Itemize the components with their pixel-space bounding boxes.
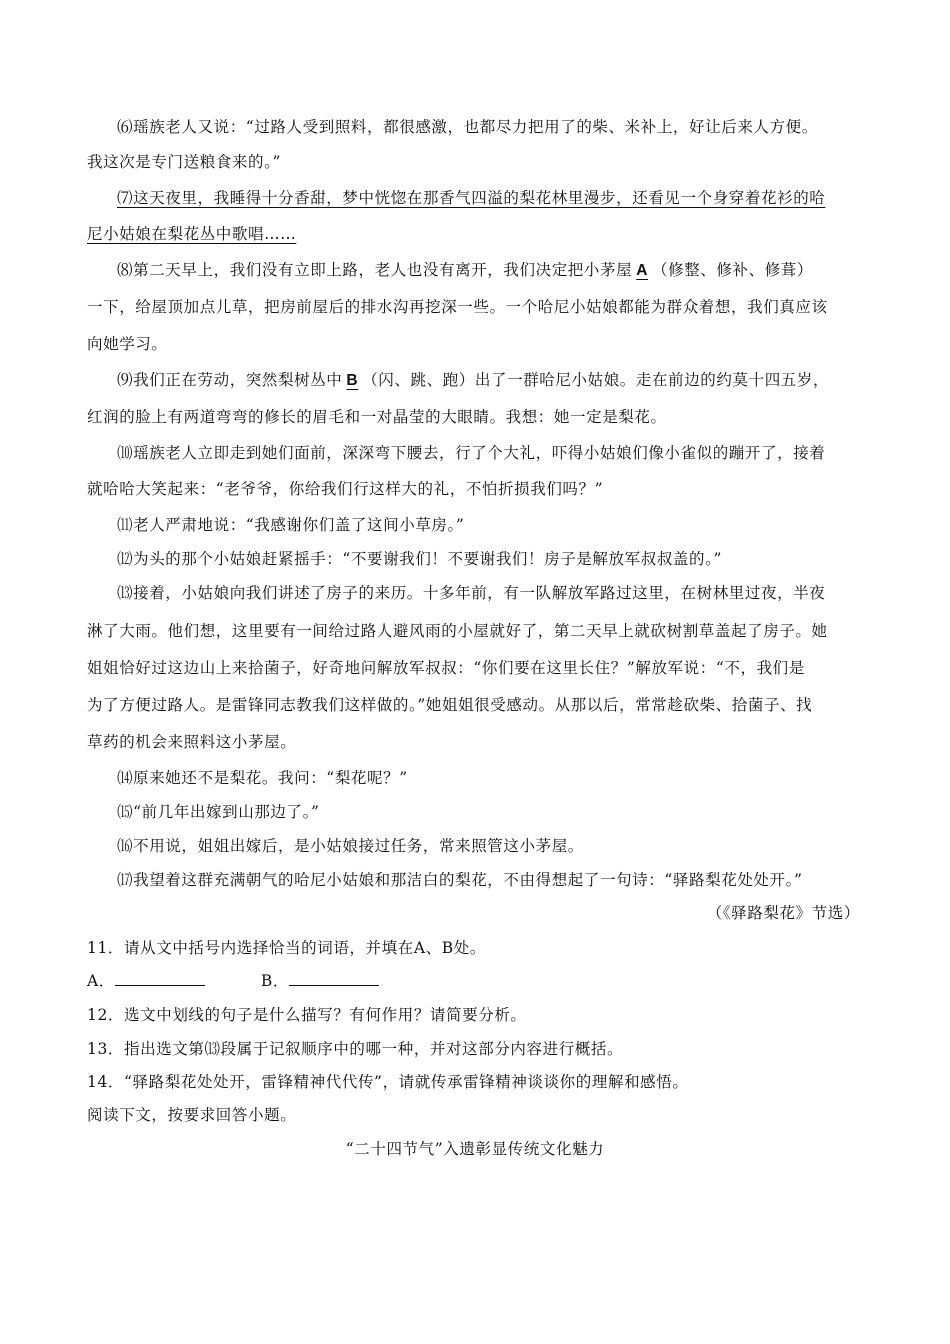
- answer-a-label: A．: [87, 972, 115, 990]
- question-11: 11．请从文中括号内选择恰当的词语，并填在A、B处。: [87, 939, 486, 957]
- reading-instruction: 阅读下文，按要求回答小题。: [87, 1106, 297, 1124]
- paragraph-7-line-2: 尼小姑娘在梨花丛中歌唱……: [87, 225, 297, 243]
- answer-b-label: B．: [260, 972, 289, 990]
- paragraph-8-line-2: 一下，给屋顶加点儿草，把房前屋后的排水沟再挖深一些。一个哈尼小姑娘都能为群众着想，我们真应该: [87, 298, 828, 316]
- paragraph-8-text-after: （修整、修补、修葺）: [652, 261, 814, 279]
- paragraph-9-text-before: ⑼我们正在劳动，突然梨树丛中: [117, 371, 343, 389]
- paragraph-13-line-2: 淋了大雨。他们想，这里要有一间给过路人避风雨的小屋就好了，第二天早上就砍树割草盖起了房子。她: [87, 622, 828, 640]
- paragraph-11: ⑾老人严肃地说：“我感谢你们盖了这间小草房。”: [117, 516, 465, 534]
- blank-a: A: [636, 262, 648, 279]
- question-13: 13．指出选文第⒀段属于记叙顺序中的哪一种，并对这部分内容进行概括。: [87, 1040, 624, 1058]
- paragraph-8-text-before: ⑻第二天早上，我们没有立即上路，老人也没有离开，我们决定把小茅屋: [117, 261, 633, 279]
- paragraph-17: ⒄我望着这群充满朝气的哈尼小姑娘和那洁白的梨花，不由得想起了一句诗：“驿路梨花处处开。”: [117, 871, 803, 889]
- paragraph-8-line-3: 向她学习。: [87, 335, 168, 353]
- blank-b: B: [346, 372, 359, 389]
- paragraph-10-line-2: 就哈哈大笑起来：“老爷爷，你给我们行这样大的礼，不怕折损我们吗？”: [87, 480, 604, 498]
- passage-source: （《驿路梨花》节选）: [706, 904, 860, 922]
- paragraph-14: ⒁原来她还不是梨花。我问：“梨花呢？”: [117, 769, 408, 787]
- paragraph-6-line-1: ⑹瑶族老人又说：“过路人受到照料，都很感激，也都尽力把用了的柴、米补上，好让后来人方便。: [117, 118, 818, 136]
- paragraph-12: ⑿为头的那个小姑娘赶紧摇手：“不要谢我们！不要谢我们！房子是解放军叔叔盖的。”: [117, 550, 723, 568]
- paragraph-9-text-after: （闪、跳、跑）出了一群哈尼小姑娘。走在前边的约莫十四五岁，: [362, 371, 830, 389]
- paragraph-6-line-2: 我这次是专门送粮食来的。”: [87, 153, 281, 171]
- paragraph-13-line-5: 草药的机会来照料这小茅屋。: [87, 733, 297, 751]
- paragraph-13-line-1: ⒀接着，小姑娘向我们讲述了房子的来历。十多年前，有一队解放军路过这里，在树林里过夜，半夜: [117, 584, 826, 602]
- paragraph-9-line-2: 红润的脸上有两道弯弯的修长的眉毛和一对晶莹的大眼睛。我想：她一定是梨花。: [87, 408, 667, 426]
- question-12: 12．选文中划线的句子是什么描写？有何作用？请简要分析。: [87, 1006, 527, 1024]
- answer-blanks-row: [87, 970, 379, 992]
- answer-a-blank[interactable]: [115, 971, 205, 986]
- paragraph-7-line-1: ⑺这天夜里，我睡得十分香甜，梦中恍惚在那香气四溢的梨花林里漫步，还看见一个身穿着花衫的哈: [117, 189, 826, 207]
- paragraph-13-line-4: 为了方便过路人。是雷锋同志教我们这样做的。”她姐姐很受感动。从那以后，常常趁砍柴、拾菌子、找: [87, 696, 813, 714]
- question-14: 14．“驿路梨花处处开，雷锋精神代代传”，请就传承雷锋精神谈谈你的理解和感悟。: [87, 1073, 689, 1091]
- paragraph-9-line-1: [117, 369, 829, 392]
- paragraph-8-line-1: [117, 259, 813, 282]
- paragraph-13-line-3: 姐姐恰好过这边山上来拾菌子，好奇地问解放军叔叔：“你们要在这里长住？”解放军说：“不，我们是: [87, 659, 805, 677]
- paragraph-15: ⒂“前几年出嫁到山那边了。”: [117, 803, 320, 821]
- next-article-title: “二十四节气”入遗彰显传统文化魅力: [345, 1140, 605, 1158]
- paragraph-10-line-1: ⑽瑶族老人立即走到她们面前，深深弯下腰去，行了个大礼，吓得小姑娘们像小雀似的蹦开了，接着: [117, 444, 826, 462]
- paragraph-16: ⒃不用说，姐姐出嫁后，是小姑娘接过任务，常来照管这小茅屋。: [117, 837, 584, 855]
- answer-b-blank[interactable]: [289, 971, 379, 986]
